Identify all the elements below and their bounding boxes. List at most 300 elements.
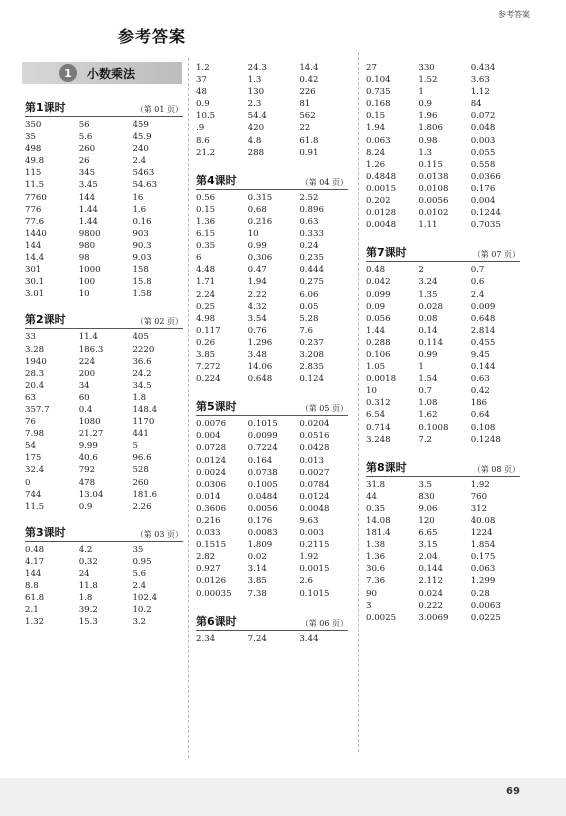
answer-row <box>25 344 183 356</box>
answer-row <box>366 409 520 421</box>
answer-value: 0.1015 <box>247 419 278 430</box>
answer-value: 0.042 <box>366 277 391 288</box>
answer-value: 0 <box>25 477 31 488</box>
answer-value: 0.237 <box>299 337 324 348</box>
answer-value: 1.3 <box>418 147 433 158</box>
answer-value: 8.8 <box>25 581 39 592</box>
answer-row <box>196 204 348 216</box>
answer-value: 0.0738 <box>247 467 278 478</box>
answer-value: 0.013 <box>299 455 324 466</box>
lesson-block <box>366 60 520 231</box>
answer-value: 40.08 <box>470 516 496 526</box>
answer-row <box>366 491 520 503</box>
answer-value: 357.7 <box>25 404 50 415</box>
answer-value: 6.15 <box>196 229 216 240</box>
answer-value: 562 <box>299 111 316 122</box>
answer-value: 0.104 <box>366 75 391 86</box>
answer-value: 9.63 <box>299 516 319 526</box>
answer-value: 90 <box>366 588 377 599</box>
answer-value: 21.2 <box>196 147 216 158</box>
answer-rows <box>196 60 348 159</box>
answer-value: 0.0056 <box>418 196 449 207</box>
answer-row <box>25 131 183 143</box>
answer-value: 0.68 <box>247 204 267 215</box>
answer-value: 0.26 <box>196 337 216 348</box>
answer-value: 60 <box>78 392 90 403</box>
answer-value: 0.48 <box>366 265 386 276</box>
running-header: 参考答案 <box>498 10 530 19</box>
answer-value: 240 <box>132 144 149 155</box>
answer-value: 77.6 <box>25 216 45 227</box>
answer-value: 1.38 <box>366 540 386 551</box>
answer-value: 0.0099 <box>247 431 278 442</box>
answer-value: 1.96 <box>418 111 438 122</box>
answer-value: 0.315 <box>247 192 273 203</box>
answer-value: 6 <box>196 253 202 264</box>
answer-row <box>25 428 183 440</box>
answer-row <box>25 252 183 264</box>
answer-value: 3.0069 <box>418 612 449 623</box>
answer-value: 0.063 <box>366 135 391 146</box>
answer-row <box>366 600 520 612</box>
answer-row <box>196 361 348 373</box>
answer-value: 175 <box>25 453 42 464</box>
answer-row <box>25 464 183 476</box>
answer-row <box>366 373 520 385</box>
answer-row <box>25 204 183 216</box>
answer-value: 478 <box>78 477 96 488</box>
lesson-header <box>196 397 348 416</box>
lesson-block <box>196 397 348 599</box>
answer-column-2 <box>196 60 348 645</box>
answer-value: 1.35 <box>418 289 438 300</box>
answer-value: 0.00035 <box>196 588 232 599</box>
answer-value: 0.0108 <box>418 183 449 194</box>
answer-value: 0.9 <box>418 99 433 110</box>
answer-value: 7.24 <box>247 633 267 644</box>
answer-value: 0.3606 <box>196 503 227 514</box>
answer-row <box>196 430 348 442</box>
lesson-block <box>25 523 183 629</box>
answer-row <box>366 313 520 325</box>
answer-value: 81 <box>299 99 311 110</box>
answer-row <box>196 147 348 159</box>
answer-value: 9800 <box>78 228 101 239</box>
answer-value: 0.896 <box>299 204 324 215</box>
answer-value: 0.0484 <box>247 491 278 502</box>
answer-value: 24 <box>78 569 90 579</box>
answer-value: 0.0306 <box>196 479 227 490</box>
answer-value: 1.58 <box>132 289 152 300</box>
page-number: 69 <box>506 786 520 797</box>
answer-row <box>25 489 183 501</box>
answer-column-3 <box>366 60 520 624</box>
answer-row <box>25 604 183 616</box>
answer-value: 200 <box>78 368 96 379</box>
answer-value: 2.24 <box>196 289 216 300</box>
answer-value: 9.06 <box>418 503 438 514</box>
answer-value: 120 <box>418 516 435 526</box>
answer-value: 0.15 <box>196 204 216 215</box>
answer-row <box>196 325 348 337</box>
answer-row <box>25 440 183 452</box>
answer-row <box>25 143 183 155</box>
answer-value: 0.0102 <box>418 208 449 219</box>
answer-value: 776 <box>25 204 42 215</box>
answer-value: 1.806 <box>418 123 443 134</box>
answer-row <box>196 349 348 361</box>
answer-value: 3.63 <box>470 75 490 86</box>
answer-value: 49.8 <box>25 156 45 167</box>
answer-row <box>366 219 520 231</box>
answer-value: 1.6 <box>132 204 147 215</box>
answer-value: 0.202 <box>366 196 391 207</box>
answer-row <box>366 479 520 491</box>
answer-value: 288 <box>247 147 265 158</box>
answer-value: 1.32 <box>25 617 45 628</box>
answer-value: 7.6 <box>299 325 314 336</box>
answer-value: 14.4 <box>25 253 45 264</box>
answer-value: 1.52 <box>418 75 438 86</box>
answer-value: 35 <box>25 132 36 143</box>
answer-value: 0.558 <box>470 159 496 170</box>
answer-value: 0.108 <box>470 422 496 433</box>
answer-value: 1 <box>418 87 424 98</box>
answer-value: 0.009 <box>470 301 496 312</box>
answer-value: 0.275 <box>299 277 324 288</box>
answer-value: 0.106 <box>366 349 391 360</box>
answer-value: 7.272 <box>196 362 221 373</box>
answer-value: 0.48 <box>25 544 45 555</box>
answer-row <box>366 434 520 446</box>
answer-value: 0.1008 <box>418 422 449 433</box>
answer-value: 1.3 <box>247 75 262 86</box>
answer-value: 2.34 <box>196 633 216 644</box>
answer-value: 48 <box>196 87 207 98</box>
answer-value: 0.444 <box>299 265 324 276</box>
answer-value: 1.854 <box>470 540 496 551</box>
answer-value: 0.0027 <box>299 467 330 478</box>
answer-value: 3.15 <box>418 540 438 551</box>
answer-value: 1.44 <box>366 325 386 336</box>
answer-value: 3.24 <box>418 277 438 288</box>
answer-value: 15.8 <box>132 277 152 288</box>
answer-row <box>366 147 520 159</box>
answer-row <box>366 515 520 527</box>
answer-value: 0.7035 <box>470 220 501 231</box>
answer-value: 0.0516 <box>299 431 330 442</box>
lesson-page-ref: （第 04 页） <box>300 177 348 187</box>
answer-value: 420 <box>247 123 265 134</box>
answer-value: 260 <box>132 477 149 488</box>
answer-value: 2.22 <box>247 289 267 300</box>
answer-row <box>196 86 348 98</box>
answer-value: 0.114 <box>418 337 443 348</box>
answer-value: 22 <box>299 123 311 134</box>
answer-value: 54.4 <box>247 111 267 122</box>
answer-value: 0.455 <box>470 337 496 348</box>
answer-rows <box>366 60 520 231</box>
answer-value: 14.4 <box>299 63 319 73</box>
lesson-block <box>196 60 348 159</box>
answer-value: 5.28 <box>299 313 319 324</box>
answer-value: 1.11 <box>418 220 438 231</box>
answer-row <box>366 361 520 373</box>
answer-row <box>196 228 348 240</box>
answer-row <box>25 356 183 368</box>
answer-value: 0.434 <box>470 63 496 73</box>
answer-row <box>366 183 520 195</box>
answer-value: 980 <box>78 240 96 251</box>
answer-value: 14.08 <box>366 516 391 526</box>
answer-value: 0.4 <box>78 404 93 415</box>
answer-value: 0.306 <box>247 253 273 264</box>
answer-row <box>25 264 183 276</box>
lesson-title: 第8课时 <box>366 460 407 474</box>
answer-value: 0.0083 <box>247 528 278 539</box>
answer-rows <box>25 329 183 512</box>
lesson-header <box>25 310 183 329</box>
answer-row <box>25 288 183 300</box>
answer-value: 528 <box>132 465 149 476</box>
answer-row <box>196 74 348 86</box>
answer-row <box>196 373 348 385</box>
answer-value: 3.14 <box>247 564 267 575</box>
answer-value: 0.7 <box>418 386 433 397</box>
answer-value: 30.6 <box>366 564 386 575</box>
answer-value: 0.735 <box>366 87 391 98</box>
answer-value: 10.2 <box>132 605 152 616</box>
answer-row <box>366 337 520 349</box>
answer-value: 0.004 <box>470 196 496 207</box>
answer-value: 0.048 <box>470 123 496 134</box>
answer-value: 441 <box>132 429 149 440</box>
answer-value: 2.814 <box>470 325 496 336</box>
answer-row <box>366 422 520 434</box>
lesson-page-ref: （第 02 页） <box>135 317 183 327</box>
answer-value: 98 <box>78 253 90 264</box>
answer-value: 11.5 <box>25 180 45 191</box>
answer-value: 2 <box>418 265 424 276</box>
answer-rows <box>366 477 520 624</box>
answer-value: 31.8 <box>366 479 386 490</box>
answer-value: 5463 <box>132 168 155 179</box>
answer-value: 0.6 <box>470 277 485 288</box>
answer-value: 8.24 <box>366 147 386 158</box>
answer-value: 0.98 <box>418 135 438 146</box>
answer-value: 0.0025 <box>366 612 397 623</box>
answer-value: 0.76 <box>247 325 267 336</box>
lesson-title: 第2课时 <box>25 313 66 327</box>
answer-row <box>366 385 520 397</box>
answer-row <box>366 289 520 301</box>
answer-value: 0.164 <box>247 455 273 466</box>
answer-value: 1000 <box>78 265 101 276</box>
answer-value: 1.26 <box>366 159 386 170</box>
answer-value: 0.0048 <box>299 503 330 514</box>
lesson-header <box>366 243 520 262</box>
answer-row <box>366 86 520 98</box>
answer-value: 1.8 <box>132 392 147 403</box>
answer-value: 0.216 <box>196 516 221 526</box>
answer-value: 744 <box>25 489 42 500</box>
answer-row <box>366 171 520 183</box>
answer-value: 3.5 <box>418 479 433 490</box>
answer-value: 144 <box>25 569 42 579</box>
answer-row <box>196 539 348 551</box>
answer-value: 0.63 <box>299 216 319 227</box>
answer-row <box>25 501 183 513</box>
answer-value: 10 <box>78 289 90 300</box>
unit-banner <box>22 62 182 84</box>
answer-value: 96.6 <box>132 453 152 464</box>
answer-value: 36.6 <box>132 356 152 367</box>
answer-value: 226 <box>299 87 316 98</box>
answer-row <box>366 98 520 110</box>
answer-value: 7.98 <box>25 429 45 440</box>
answer-value: 5.6 <box>132 569 147 579</box>
answer-row <box>196 527 348 539</box>
answer-value: 0.0124 <box>196 455 227 466</box>
answer-value: 0.08 <box>418 313 438 324</box>
answer-value: 0.0366 <box>470 171 501 182</box>
answer-value: 0.024 <box>418 588 443 599</box>
answer-value: 6.06 <box>299 289 319 300</box>
answer-value: 61.8 <box>25 593 45 604</box>
answer-value: 0.648 <box>247 374 273 385</box>
answer-value: 7760 <box>25 192 47 203</box>
answer-value: 0.176 <box>470 183 496 194</box>
answer-row <box>25 155 183 167</box>
answer-value: 10.5 <box>196 111 216 122</box>
answer-value: 1080 <box>78 417 101 428</box>
answer-value: 0.124 <box>299 374 324 385</box>
answer-row <box>25 216 183 228</box>
answer-value: 0.0063 <box>470 600 501 611</box>
lesson-block <box>366 458 520 624</box>
answer-row <box>25 544 183 556</box>
answer-value: 130 <box>247 87 265 98</box>
answer-row <box>196 503 348 515</box>
answer-value: 3.85 <box>247 576 267 587</box>
answer-row <box>366 612 520 624</box>
answer-value: 0.1248 <box>470 434 501 445</box>
answer-row <box>196 491 348 503</box>
answer-row <box>196 62 348 74</box>
answer-value: 0.05 <box>299 301 319 312</box>
answer-value: 1.2 <box>196 63 210 73</box>
answer-value: 1440 <box>25 228 47 239</box>
answer-row <box>25 416 183 428</box>
answer-value: 1.08 <box>418 398 438 409</box>
answer-value: 0.9 <box>196 99 210 110</box>
answer-value: 301 <box>25 265 42 276</box>
answer-value: 5 <box>132 441 138 452</box>
answer-value: 1.92 <box>299 552 319 563</box>
answer-value: 2.112 <box>418 576 443 587</box>
answer-value: 0.216 <box>247 216 273 227</box>
answer-value: 1.05 <box>366 362 386 373</box>
answer-value: 2.52 <box>299 192 319 203</box>
answer-value: 3.248 <box>366 434 391 445</box>
answer-row <box>196 337 348 349</box>
answer-row <box>25 119 183 131</box>
lesson-block <box>366 243 520 445</box>
answer-value: 3.01 <box>25 289 45 300</box>
answer-value: .9 <box>196 123 205 134</box>
lesson-page-ref: （第 05 页） <box>300 404 348 414</box>
answer-value: 3.44 <box>299 633 319 644</box>
answer-value: 0.028 <box>418 301 443 312</box>
answer-row <box>196 563 348 575</box>
unit-number-badge: 1 <box>59 64 77 82</box>
answer-row <box>25 276 183 288</box>
answer-row <box>196 551 348 563</box>
answer-value: 1.36 <box>366 552 386 563</box>
answer-value: 1.44 <box>78 204 98 215</box>
column-divider <box>358 52 359 752</box>
answer-row <box>366 276 520 288</box>
answer-value: 0.0056 <box>247 503 278 514</box>
answer-value: 1170 <box>132 417 155 428</box>
answer-value: 10 <box>366 386 377 397</box>
answer-row <box>366 551 520 563</box>
answer-row <box>196 135 348 147</box>
answer-row <box>196 442 348 454</box>
answer-value: 0.0015 <box>366 183 397 194</box>
answer-value: 20.4 <box>25 380 45 391</box>
answer-value: 0.95 <box>132 556 152 567</box>
answer-value: 1224 <box>470 528 493 539</box>
answer-value: 4.17 <box>25 556 45 567</box>
answer-value: 0.003 <box>299 528 324 539</box>
answer-value: 0.648 <box>470 313 496 324</box>
answer-row <box>196 216 348 228</box>
answer-value: 28.3 <box>25 368 45 379</box>
answer-row <box>366 122 520 134</box>
answer-value: 0.35 <box>196 241 216 252</box>
answer-value: 14.06 <box>247 362 273 373</box>
answer-value: 6.54 <box>366 410 386 421</box>
answer-value: 330 <box>418 63 435 73</box>
answer-value: 4.98 <box>196 313 216 324</box>
answer-row <box>196 467 348 479</box>
answer-value: 84 <box>470 99 482 110</box>
answer-value: 2.3 <box>247 99 262 110</box>
answer-value: 0.144 <box>418 564 443 575</box>
lesson-title: 第6课时 <box>196 614 237 628</box>
answer-rows <box>196 631 348 645</box>
answer-row <box>25 592 183 604</box>
answer-value: 3.208 <box>299 349 324 360</box>
answer-value: 54.63 <box>132 180 158 191</box>
answer-value: 2.1 <box>25 605 39 616</box>
answer-value: 24.2 <box>132 368 152 379</box>
answer-value: 4.32 <box>247 301 267 312</box>
answer-row <box>366 588 520 600</box>
answer-row <box>366 503 520 515</box>
answer-value: 24.3 <box>247 63 267 73</box>
answer-row <box>366 135 520 147</box>
answer-value: 0.0138 <box>418 171 449 182</box>
answer-value: 148.4 <box>132 404 158 415</box>
answer-row <box>25 568 183 580</box>
answer-value: 0.056 <box>366 313 391 324</box>
answer-rows <box>196 416 348 599</box>
answer-value: 13.04 <box>78 489 104 500</box>
answer-value: 0.63 <box>470 374 490 385</box>
answer-value: 0.235 <box>299 253 324 264</box>
